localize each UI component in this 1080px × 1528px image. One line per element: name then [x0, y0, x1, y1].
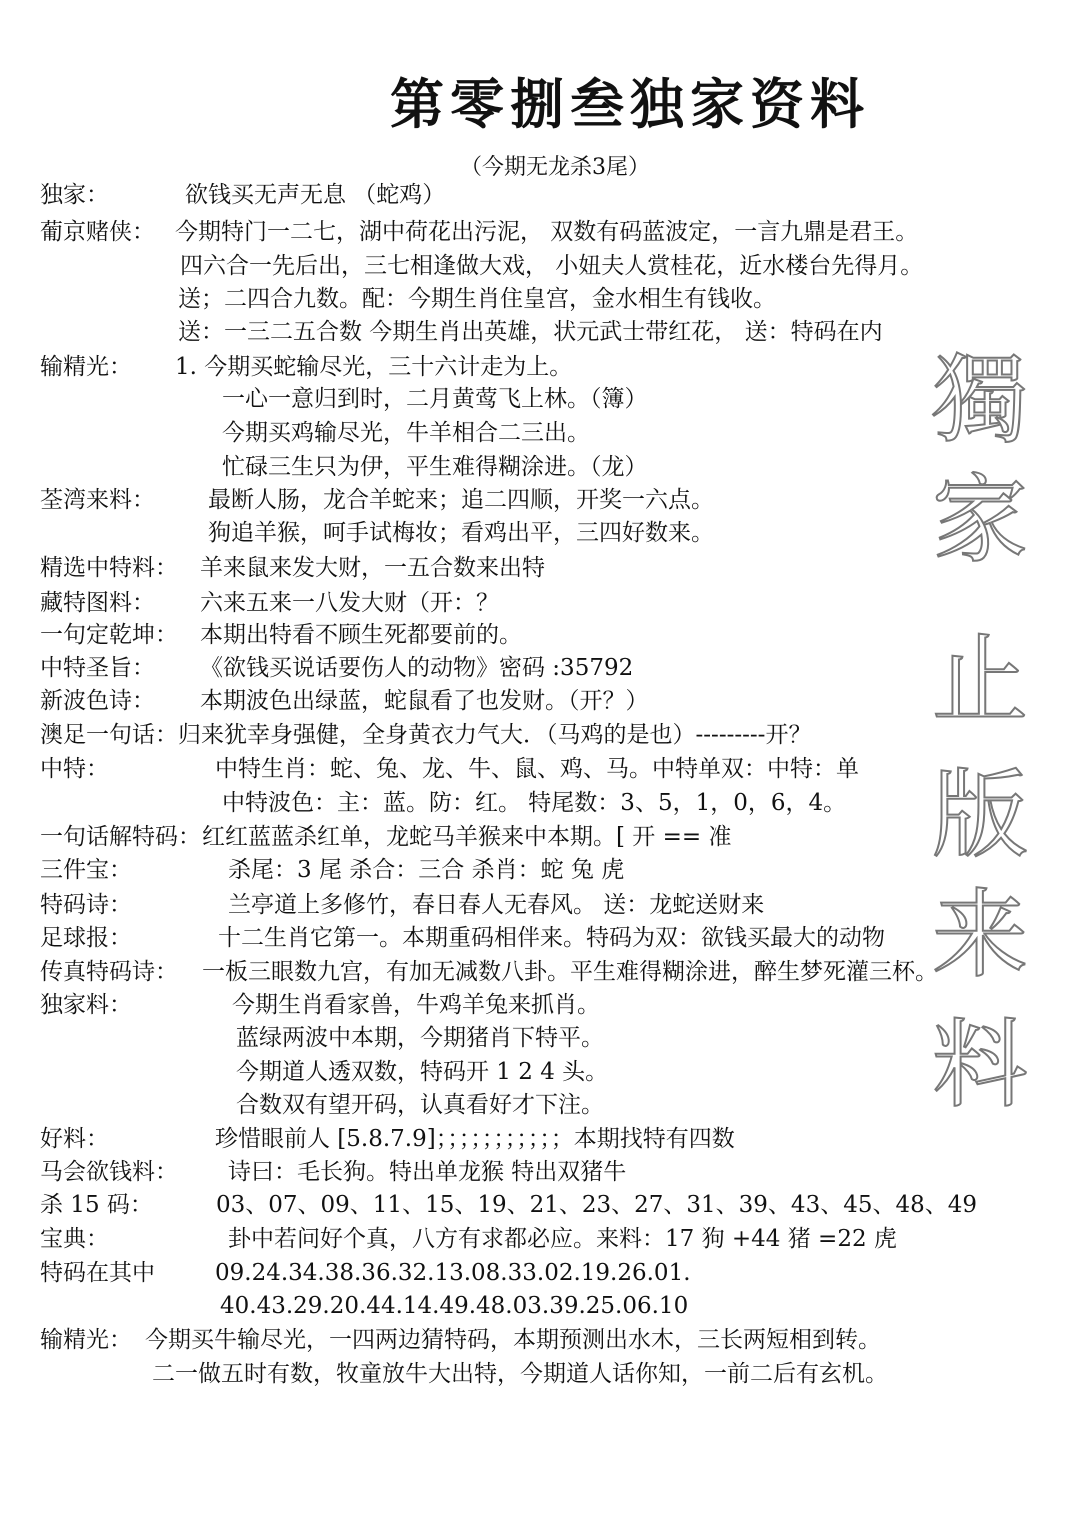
line-text: 诗曰：毛长狗。特出单龙猴 特出双猪牛 [228, 1159, 627, 1185]
line-text: 一心一意归到时，二月黄莺飞上林。（簿） [222, 386, 648, 412]
line-label: 特码诗： [40, 892, 132, 918]
line-text: 03、07、09、11、15、19、21、23、27、31、39、43、45、48、49 [216, 1192, 977, 1218]
line-label: 独家料： [40, 992, 132, 1018]
line-label: 特码在其中 [40, 1260, 155, 1286]
line-text: 中特生肖：蛇、兔、龙、牛、鼠、鸡、马。中特单双：中特：单 [215, 756, 859, 782]
line-label: 精选中特料： [40, 555, 178, 581]
line-label: 杀 15 码： [40, 1192, 153, 1218]
line-text: 本期出特看不顾生死都要前的。 [200, 622, 522, 648]
line-text: 红红蓝蓝杀红单，龙蛇马羊猴来中本期。[ 开 == 准 [202, 824, 732, 850]
line-text: 忙碌三生只为伊，平生难得糊涂进。（龙） [222, 454, 648, 480]
line-label: 输精光： [40, 354, 132, 380]
line-label: 足球报： [40, 925, 132, 951]
line-label: 中特圣旨： [40, 655, 155, 681]
line-text: 十二生肖它第一。本期重码相伴来。特码为双：欲钱买最大的动物 [218, 925, 885, 951]
line-label: 输精光： [40, 1327, 132, 1353]
line-text: 一板三眼数九宫，有加无减数八卦。平生难得糊涂进，醉生梦死灌三杯。 [202, 959, 938, 985]
line-text: 今期生肖看家兽，牛鸡羊兔来抓肖。 [232, 992, 600, 1018]
line-text: 兰亭道上多修竹，春日春人无春风。 送：龙蛇送财来 [228, 892, 765, 918]
line-text: 羊来鼠来发大财，一五合数来出特 [200, 555, 545, 581]
line-label: 独家： [40, 182, 109, 208]
line-label: 中特： [40, 756, 109, 782]
line-label: 宝典： [40, 1226, 109, 1252]
watermark-char: 止 [932, 624, 1028, 736]
line-label: 一句定乾坤： [40, 622, 178, 648]
line-text: 卦中若问好个真，八方有求都必应。来料：17 狗 +44 猪 =22 虎 [228, 1226, 897, 1252]
line-text: 《欲钱买说话要伤人的动物》密码 :35792 [200, 655, 634, 681]
watermark-char: 獨 [932, 344, 1028, 456]
line-text: 归来犹幸身强健，全身黄衣力气大．（马鸡的是也）---------开？ [178, 722, 812, 748]
line-text: 蓝绿两波中本期，今期猪肖下特平。 [236, 1025, 604, 1051]
line-label: 一句话解特码： [40, 824, 201, 850]
line-text: 最断人肠，龙合羊蛇来；追二四顺，开奖一六点。 [208, 487, 714, 513]
line-text: 40.43.29.20.44.14.49.48.03.39.25.06.10 [220, 1293, 689, 1319]
line-label: 马会欲钱料： [40, 1159, 178, 1185]
line-text: 今期道人透双数，特码开 1 2 4 头。 [236, 1059, 609, 1085]
line-text: 今期买鸡输尽光，牛羊相合二三出。 [222, 420, 590, 446]
line-text: 09.24.34.38.36.32.13.08.33.02.19.26.01. [215, 1260, 691, 1286]
line-text: 今期买牛输尽光，一四两边猜特码，本期预测出水木，三长两短相到转。 [145, 1327, 881, 1353]
line-text: 珍惜眼前人 [5.8.7.9]；；；；；；；；；；；本期找特有四数 [215, 1126, 735, 1152]
line-text: 本期波色出绿蓝，蛇鼠看了也发财。（开？） [200, 688, 649, 714]
line-text: 今期特门一二七，湖中荷花出污泥， 双数有码蓝波定，一言九鼎是君王。 [175, 219, 919, 245]
line-label: 三件宝： [40, 857, 132, 883]
page-title: 第零捌叁独家资料 [390, 73, 870, 136]
watermark-char: 来 [932, 879, 1028, 991]
line-text: 四六合一先后出，三七相逢做大戏， 小妞夫人赏桂花，近水楼台先得月。 [180, 253, 924, 279]
line-label: 新波色诗： [40, 688, 155, 714]
watermark-char: 版 [932, 759, 1028, 871]
line-text: 杀尾：3 尾 杀合：三合 杀肖：蛇 兔 虎 [228, 857, 625, 883]
subtitle: （今期无龙杀3尾） [460, 155, 650, 180]
line-label: 藏特图料： [40, 590, 155, 616]
line-label: 葡京赌侠： [40, 219, 155, 245]
line-text: 送：一三二五合数 今期生肖出英雄，状元武士带红花， 送：特码在内 [178, 319, 883, 345]
line-text: 二一做五时有数，牧童放牛大出特，今期道人话你知，一前二后有玄机。 [152, 1361, 888, 1387]
line-text: 送；二四合九数。配：今期生肖住皇宫，金水相生有钱收。 [178, 286, 776, 312]
line-text: 狗追羊猴，呵手试梅妆；看鸡出平，三四好数来。 [208, 520, 714, 546]
line-label: 好料： [40, 1126, 109, 1152]
line-text: 欲钱买无声无息 （蛇鸡） [185, 182, 446, 208]
line-text: 1. 今期买蛇输尽光，三十六计走为上。 [175, 354, 573, 380]
line-text: 中特波色：主：蓝。防：红。 特尾数：3、5，1，0，6，4。 [222, 790, 847, 816]
line-text: 六来五来一八发大财（开：？ [200, 590, 499, 616]
line-label: 澳足一句话： [40, 722, 178, 748]
line-label: 荃湾来料： [40, 487, 155, 513]
watermark-char: 家 [932, 464, 1028, 576]
watermark-char: 料 [932, 1009, 1028, 1121]
line-text: 合数双有望开码，认真看好才下注。 [236, 1092, 604, 1118]
line-label: 传真特码诗： [40, 959, 178, 985]
